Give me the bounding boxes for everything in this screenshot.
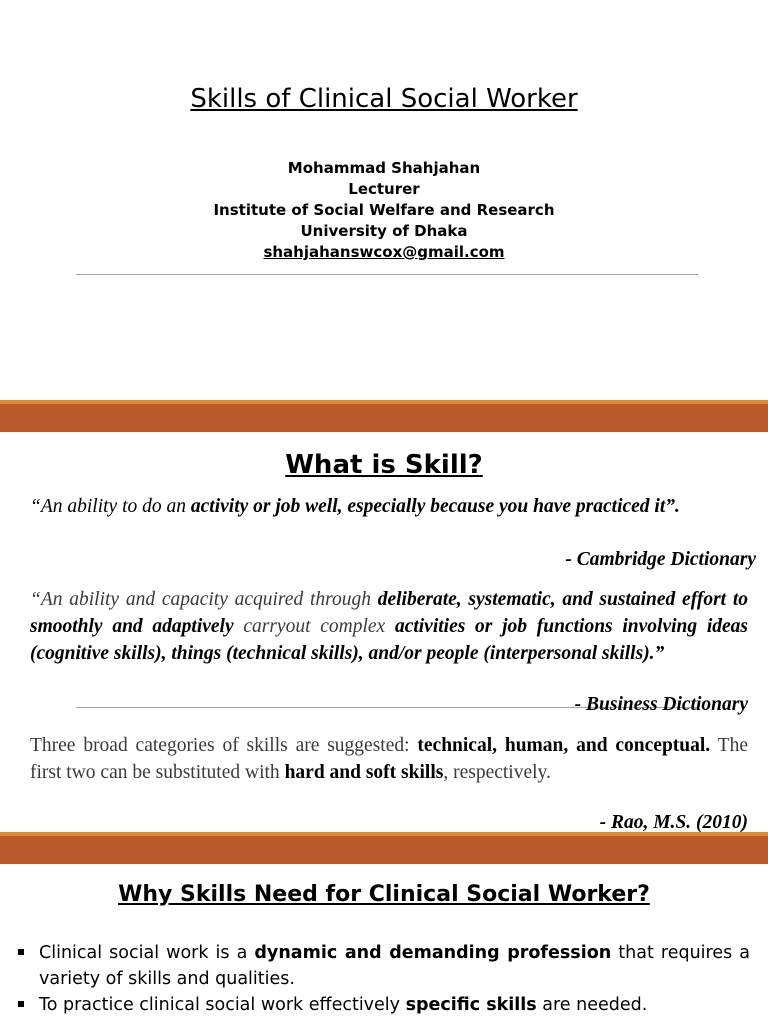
source-business: - Business Dictionary <box>574 694 748 715</box>
slide-title <box>0 0 768 400</box>
bullet-icon <box>18 949 24 955</box>
author-university: University of Dhaka <box>300 222 468 240</box>
quote-emphasis: activities or job functions involving ideas (cognitive skills), things (technical skills), and/or people (interpersonal skills).” <box>30 616 749 664</box>
bullet-emphasis: specific skills <box>405 995 537 1015</box>
slide-what-is-skill <box>0 432 768 832</box>
bullet-icon <box>18 1001 24 1007</box>
author-institute: Institute of Social Welfare and Research <box>213 201 555 219</box>
quote-text: “An ability and capacity acquired through <box>30 589 378 610</box>
paragraph-text: The first two can be substituted with <box>30 735 748 783</box>
bullet-emphasis: dynamic and demanding profession <box>254 943 612 963</box>
author-email-link[interactable]: shahjahanswcox@gmail.com <box>263 243 505 261</box>
list-item <box>18 992 750 1018</box>
quote-emphasis: deliberate, systematic, and sustained effort to smoothly and adaptively <box>30 589 748 637</box>
separator-accent <box>0 400 768 404</box>
paragraph-categories <box>30 732 748 786</box>
bullet-text: that requires a variety of skills and qualities. <box>39 943 751 989</box>
author-block <box>0 158 768 263</box>
author-position: Lecturer <box>348 180 420 198</box>
list-item <box>18 940 750 992</box>
separator-accent <box>0 832 768 836</box>
paragraph-text: , respectively. <box>443 762 551 783</box>
source-cambridge: - Cambridge Dictionary <box>565 549 756 570</box>
bullet-text: To practice clinical social work effectively <box>39 995 406 1015</box>
divider <box>76 274 698 275</box>
quote-text: “An ability to do an <box>30 496 191 517</box>
paragraph-emphasis: technical, human, and conceptual. <box>417 735 711 756</box>
paragraph-text: Three broad categories of skills are suggested: <box>30 735 418 756</box>
source-rao: - Rao, M.S. (2010) <box>599 812 748 832</box>
slide-separator <box>0 400 768 432</box>
slide-heading: What is Skill? <box>285 450 483 480</box>
slide-separator <box>0 832 768 864</box>
quote-emphasis: activity or job well, especially because you have practiced it”. <box>190 496 680 517</box>
bullet-text: Clinical social work is a <box>39 943 255 963</box>
bullet-list <box>18 940 750 1018</box>
quote-text: carryout complex <box>233 616 395 637</box>
slide-heading: Why Skills Need for Clinical Social Worker? <box>118 882 650 907</box>
author-name: Mohammad Shahjahan <box>287 159 481 177</box>
bullet-text: are needed. <box>536 995 648 1015</box>
presentation-title: Skills of Clinical Social Worker <box>190 84 578 114</box>
quote-business <box>30 586 748 667</box>
quote-cambridge <box>30 493 748 520</box>
paragraph-emphasis: hard and soft skills <box>284 762 444 783</box>
